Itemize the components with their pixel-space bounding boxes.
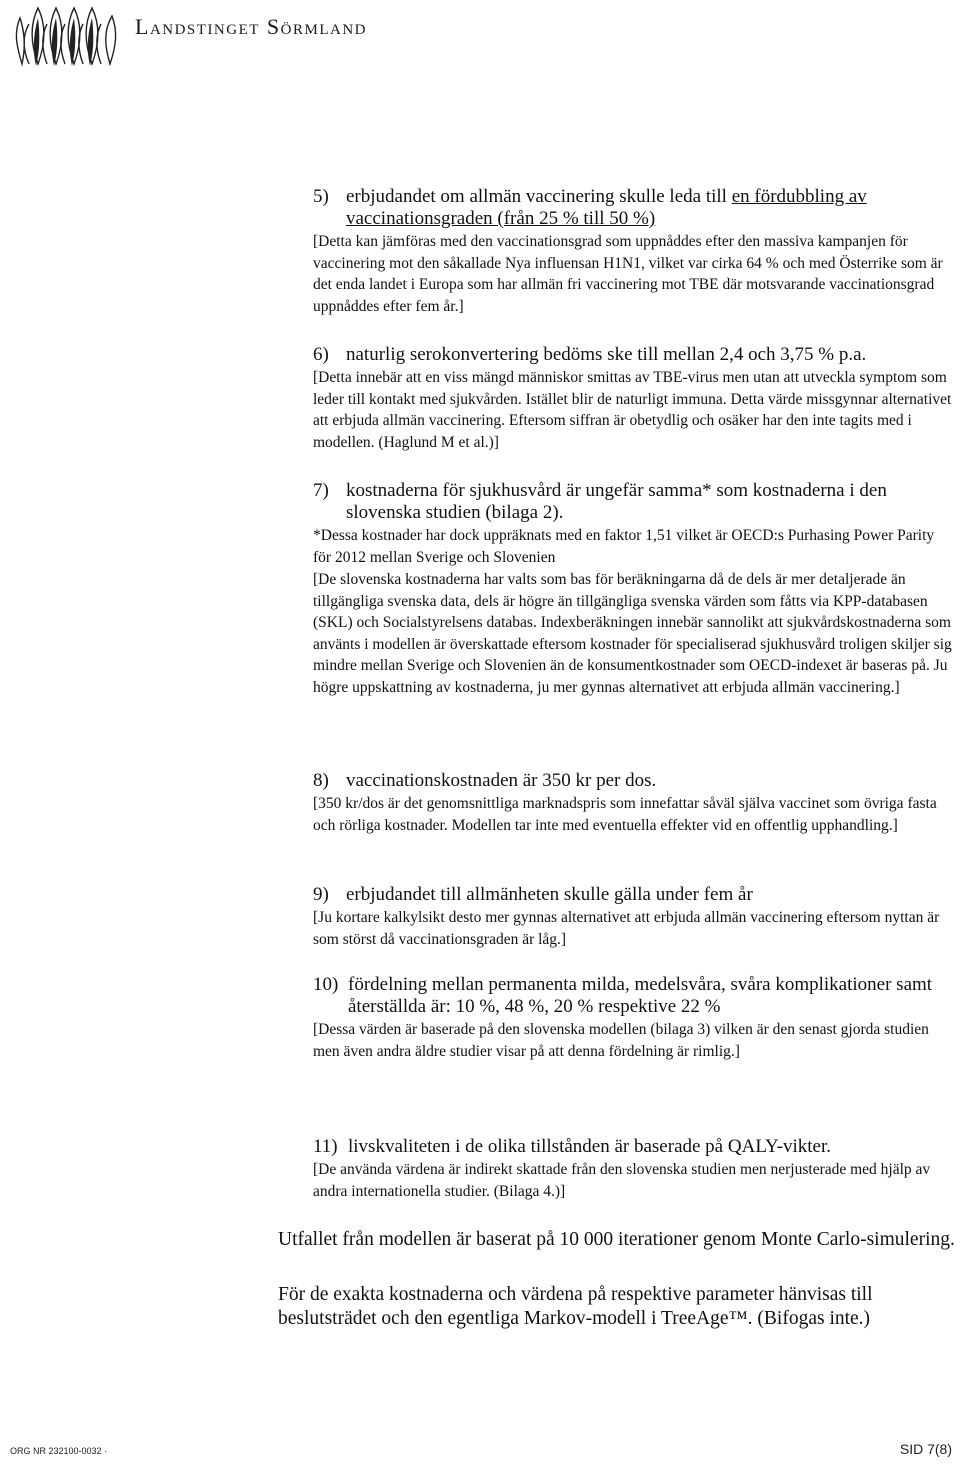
item-note: [350 kr/dos är det genomsnittliga marknadspris som innefattar såväl själva vaccinet som övriga fasta och rörliga kostnader. Modellen tar inte med eventuella effekter vid en offentlig upphandling.] bbox=[313, 795, 937, 834]
item-note-2: [De slovenska kostnaderna har valts som bas för beräkningarna då de dels är mer detaljerade än tillgängliga svenska data, dels är högre än tillgängliga svenska värden som fåtts via KPP-databasen (SKL) och Socialstyrelsens databas. Indexberäkningen innebär sannolikt att sjukvårdskostnaderna som använts i modellen är överskattade eftersom kostnader för specialiserad sjukhusvård troligen skiljer sig mindre mellan Sverige och Slovenien än de konsumentkostnader som OECD-indexet är baseras på. Ju högre uppskattning av kostnaderna, ju mer gynnas alternativet att erbjuda allmän vaccinering.] bbox=[313, 571, 952, 696]
org-name: Landstinget Sörmland bbox=[135, 14, 367, 39]
item-heading: naturlig serokonvertering bedöms ske till mellan 2,4 och 3,75 % p.a. bbox=[346, 344, 867, 365]
conclusion-paragraph-2: För de exakta kostnaderna och värdena på respektive parameter hänvisas till beslutsträdet och den egentliga Markov-modell i TreeAge™. (Bifogas inte.) bbox=[278, 1284, 873, 1329]
item-heading: erbjudandet om allmän vaccinering skulle leda till en fördubbling av vaccinationsgraden (från 25 % till 50 %) bbox=[346, 186, 867, 229]
item-number: 6) bbox=[313, 344, 329, 365]
item-note: [Detta innebär att en viss mängd människor smittas av TBE-virus men utan att utveckla symptom som leder till kontakt med sjukvården. Istället blir de naturligt immuna. Detta värde missgynnar alternativet att erbjuda allmän vaccinering. Eftersom siffran är obetydlig och osäker har den inte tagits med i modellen. (Haglund M et al.)] bbox=[313, 369, 952, 451]
item-note: [Ju kortare kalkylsikt desto mer gynnas alternativet att erbjuda allmän vaccinering eftersom nyttan är som störst då vaccinationsgraden är låg.] bbox=[313, 909, 940, 948]
item-number: 5) bbox=[313, 186, 329, 207]
list-item bbox=[313, 884, 953, 950]
item-heading: livskvaliteten i de olika tillstånden är baserade på QALY-vikter. bbox=[348, 1136, 831, 1157]
underlined-phrase: en fördubbling av vaccinationsgraden (från 25 % till 50 %) bbox=[346, 186, 867, 229]
item-heading: kostnaderna för sjukhusvård är ungefär samma* som kostnaderna i den slovenska studien (bilaga 2). bbox=[346, 480, 887, 523]
item-note: [De använda värdena är indirekt skattade från den slovenska studien men nerjusterade med hjälp av andra internationella studier. (Bilaga 4.)] bbox=[313, 1161, 931, 1200]
footer-page-number: SID 7(8) bbox=[899, 1441, 952, 1457]
item-number: 9) bbox=[313, 884, 329, 905]
list-item bbox=[313, 344, 953, 453]
list-item bbox=[313, 1136, 953, 1202]
list-item bbox=[313, 186, 953, 317]
item-heading: vaccinationskostnaden är 350 kr per dos. bbox=[346, 770, 657, 791]
item-note: [Dessa värden är baserade på den slovenska modellen (bilaga 3) vilken är den senast gjorda studien men även andra äldre studier visar på att denna fördelning är rimlig.] bbox=[313, 1021, 929, 1060]
item-note: *Dessa kostnader har dock uppräknats med en faktor 1,51 vilket är OECD:s Purhasing Power Parity för 2012 mellan Sverige och Slovenien bbox=[313, 527, 935, 566]
list-item bbox=[313, 974, 953, 1062]
list-item bbox=[313, 770, 953, 836]
item-heading: erbjudandet till allmänheten skulle gälla under fem år bbox=[346, 884, 753, 905]
conclusion-paragraph-1: Utfallet från modellen är baserat på 10 000 iterationer genom Monte Carlo-simulering. bbox=[278, 1229, 955, 1250]
item-heading: fördelning mellan permanenta milda, medelsvåra, svåra komplikationer samt återställda är: 10 %, 48 %, 20 % respektive 22 % bbox=[348, 974, 933, 1017]
list-item bbox=[313, 480, 953, 698]
item-number: 11) bbox=[313, 1136, 338, 1157]
item-number: 7) bbox=[313, 480, 329, 501]
item-number: 8) bbox=[313, 770, 329, 791]
footer-org-number: ORG NR 232100-0032 · bbox=[10, 1446, 108, 1456]
item-note: [Detta kan jämföras med den vaccinationsgrad som uppnåddes efter den massiva kampanjen för vaccinering mot den såkallade Nya influensan H1N1, vilket var cirka 64 % och med Österrike som är det enda landet i Europa som har allmän fri vaccinering mot TBE där motsvarande vaccinationsgrad uppnåddes efter fem år.] bbox=[313, 233, 943, 315]
landstinget-logo-icon bbox=[8, 4, 128, 70]
item-number: 10) bbox=[313, 974, 339, 995]
